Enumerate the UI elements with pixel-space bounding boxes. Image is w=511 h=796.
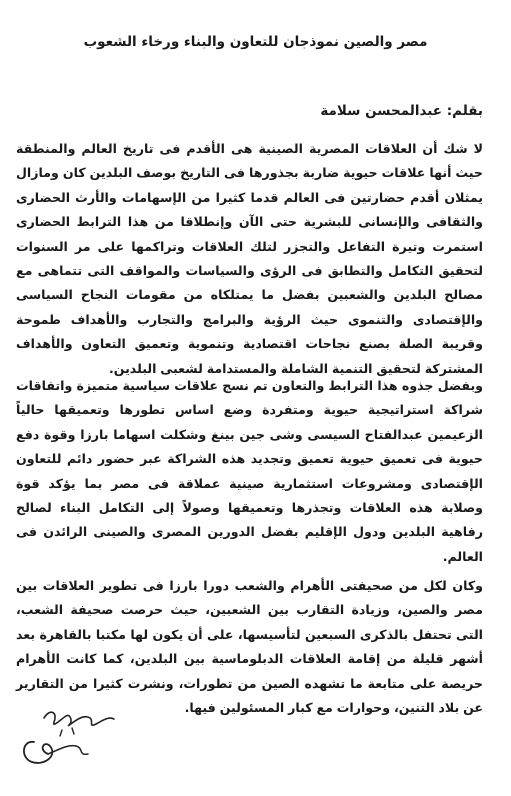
paragraph-2: وبفضل جذوه هذا الترابط والتعاون تم نسج علاقات سياسية متميزة واتفاقات شراكة استراتيجية حيوية ومتفردة وضع اساس تطورها وتعميقها حالياً الزعيمين عبدالفتاح السيسى وشى جين بينغ وشكلت اسهاما بارزا وقوة دفع حيوية فى تعميق حيوية تعميق وتجديد هذه الشراكة عبر حضور دائم للتعاون الإقتصادى ومشروعات استثمارية صينية عملاقة فى مصر بما يؤكد قوة وصلابة هذه العلاقات وتجذرها وتعميقها وصولاً إلى التكامل البناء لصالح رفاهية البلدين ودول الإقليم بفضل الدورين المصرى والصينى الرائدن فى العالم. (16, 378, 483, 564)
paragraph-3: وكان لكل من صحيفتى الأهرام والشعب دورا بارزا فى تطوير العلاقات بين مصر والصين، وزيادة التقارب بين الشعبين، حيث حرصت صحيفة الشعب، التى تحتفل بالذكرى السبعين لتأسيسها، على أن يكون لها مكتبا بالقاهرة بعد أشهر قليلة من إقامة العلاقات الدبلوماسية بين البلدين، كما كانت الأهرام حريصة على متابعة ما تشهده الصين من تطورات، ونشرت كثيرا من التقارير عن بلاد التنين، وحوارات مع كبار المسئولين فيها. (16, 578, 483, 716)
author-byline: بقلم: عبدالمحسن سلامة (320, 103, 483, 119)
paragraph-1: لا شك أن العلاقات المصرية الصينية هى الأقدم فى تاريخ العالم والمنطقة حيث أنها علاقات حيوية ضاربة بجذورها فى التاريخ بوصف البلدين كان ومازال يمثلان أقدم حضارتين فى العالم قدما كثيرا من الإسهامات والأرث الحضارى والثقافى والإنسانى للبشرية حتى الآن وإنطلاقا من هذا الترابط الحضارى استمرت وتيرة التفاعل والتجزر لتلك العلاقات وتراكمها على مر السنوات لتحقيق التكامل والتطابق فى الرؤى والسياسات والمواقف التى تتماهى مع مصالح البلدين والشعبين بفضل ما يمتلكاه من مقومات النجاح السياسى والإقتصادى والتنموى حيث الرؤية والبرامج والتجارب والأهداف طموحة وقريبة الصلة بصنع نجاحات اقتصادية وتنموية وتعميق التعاون والأهداف المشتركة لتحقيق التنمية الشاملة والمستدامة لشعبى البلدين. (16, 141, 483, 376)
article-title: مصر والصين نموذجان للتعاون والبناء ورخاء الشعوب (83, 34, 428, 50)
signature-icon (14, 700, 124, 780)
handwritten-signature (14, 700, 124, 780)
